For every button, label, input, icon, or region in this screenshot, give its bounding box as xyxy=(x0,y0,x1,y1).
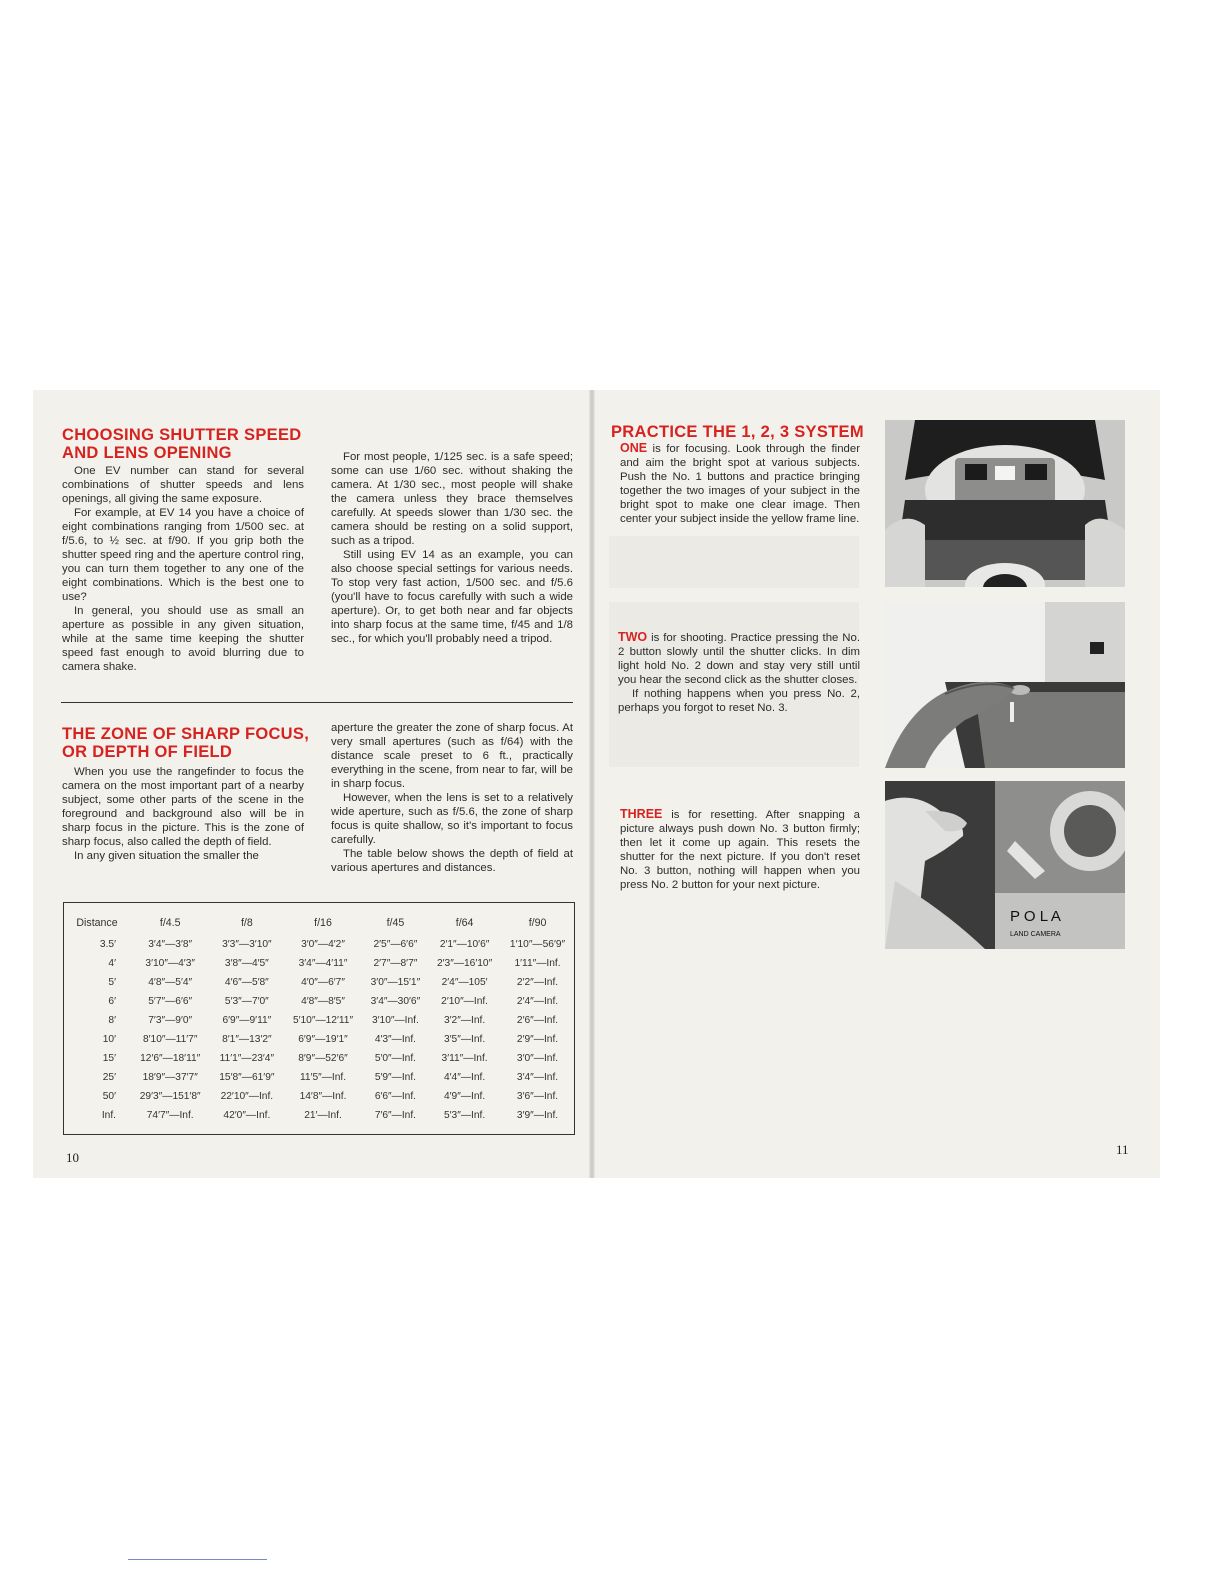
range-cell: 6′9″—9′11″ xyxy=(222,1015,272,1026)
section-heading-depth-of-field xyxy=(62,725,309,761)
range-cell: 3′5″—Inf. xyxy=(443,1034,486,1045)
step-keyword: THREE xyxy=(620,807,663,821)
distance-cell: 50′ xyxy=(102,1091,116,1102)
section-heading-shutter-speed xyxy=(62,426,301,462)
range-cell: 2′4″—105′ xyxy=(441,977,488,988)
column-header: f/4.5 xyxy=(159,917,181,929)
paragraph: is for resetting. After snapping a picture always push down No. 3 button firmly; then let it come up again. This resets the shutter for the next picture. If you don't reset No. 3 button, nothing will happen when you press No. 2 button for your next picture. xyxy=(620,809,860,891)
paragraph: Still using EV 14 as an example, you can also choose special settings for various needs. To stop very fast action, 1/500 sec. and f/5.6 (you'll have to focus carefully with such a wide aperture). Or, to get both near and far objects into sharp focus at the same time, f/45 and 1/8 sec., for which you'll probably need a tripod. xyxy=(331,549,573,645)
paragraph: In any given situation the smaller the xyxy=(74,850,259,862)
distance-cell: 5′ xyxy=(108,977,116,988)
column-header: Distance xyxy=(76,917,118,929)
range-cell: 5′9″—Inf. xyxy=(374,1072,417,1083)
page-number: 11 xyxy=(1116,1142,1129,1157)
range-cell: 15′8″—61′9″ xyxy=(219,1072,275,1083)
step-two-text xyxy=(618,630,860,715)
range-cell: 5′10″—12′11″ xyxy=(292,1015,354,1026)
range-cell: 3′4″—Inf. xyxy=(516,1072,559,1083)
step-one-text xyxy=(620,441,860,526)
range-cell: 4′9″—Inf. xyxy=(443,1091,486,1102)
page-title: PRACTICE THE 1, 2, 3 SYSTEM xyxy=(611,423,864,441)
range-cell: 7′3″—9′0″ xyxy=(148,1015,193,1026)
range-cell: 2′7″—8′7″ xyxy=(373,958,418,969)
shutter-speed-column-2 xyxy=(331,450,573,646)
range-cell: 3′10″—Inf. xyxy=(371,1015,419,1026)
paragraph: is for shooting. Practice pressing the No. 2 button slowly until the shutter clicks. In dim light hold No. 2 down and stay very still until you hear the second click as the shutter closes. xyxy=(618,632,860,686)
step-keyword: TWO xyxy=(618,630,648,644)
camera-brand-label: P O L A xyxy=(1010,908,1061,925)
range-cell: 4′8″—8′5″ xyxy=(301,996,345,1007)
paragraph: For most people, 1/125 sec. is a safe speed; some can use 1/60 sec. without shaking the camera. At 1/30 sec., most people will shake the camera unless they brace themselves carefully. At speeds slower than 1/30 sec. the camera should be resting on a solid support, such as a tripod. xyxy=(331,451,573,547)
range-cell: 3′11″—Inf. xyxy=(441,1053,488,1064)
range-cell: 3′0″—15′1″ xyxy=(370,977,421,988)
range-cell: 1′11″—Inf. xyxy=(514,958,561,969)
table-row xyxy=(64,935,574,954)
heading-line-2: AND LENS OPENING xyxy=(62,444,232,462)
range-cell: 4′6″—5′8″ xyxy=(224,977,269,988)
step-three-text xyxy=(620,807,860,892)
range-cell: 2′10″—Inf. xyxy=(441,996,489,1007)
right-page xyxy=(593,390,1160,1178)
depth-of-field-column-1 xyxy=(62,765,304,863)
range-cell: 29′3″—151′8″ xyxy=(139,1091,201,1102)
range-cell: 2′1″—10′6″ xyxy=(439,939,490,950)
range-cell: 2′6″—Inf. xyxy=(516,1015,559,1026)
range-cell: 3′0″—4′2″ xyxy=(301,939,345,950)
paragraph: is for focusing. Look through the finder and aim the bright spot at various subjects. Push the No. 1 buttons and practice bringing together the two images of your subject in the bright spot to make one clear image. Then center your subject inside the yellow frame line. xyxy=(620,443,860,525)
range-cell: 4′8″—5′4″ xyxy=(148,977,193,988)
range-cell: 74′7″—Inf. xyxy=(146,1110,194,1121)
column-header: f/16 xyxy=(314,917,332,929)
table-row xyxy=(64,1106,574,1125)
table-row xyxy=(64,1011,574,1030)
range-cell: 6′9″—19′1″ xyxy=(298,1034,348,1045)
range-cell: 11′5″—Inf. xyxy=(299,1072,347,1083)
table-body xyxy=(64,935,574,1125)
range-cell: 2′2″—Inf. xyxy=(516,977,559,988)
range-cell: 3′9″—Inf. xyxy=(516,1110,559,1121)
step-keyword: ONE xyxy=(620,441,648,455)
range-cell: 2′3″—16′10″ xyxy=(436,958,493,969)
range-cell: 3′4″—30′6″ xyxy=(370,996,421,1007)
range-cell: 3′6″—Inf. xyxy=(516,1091,559,1102)
range-cell: 2′4″—Inf. xyxy=(516,996,559,1007)
range-cell: 3′10″—4′3″ xyxy=(145,958,195,969)
range-cell: 5′3″—Inf. xyxy=(443,1110,486,1121)
distance-cell: Inf. xyxy=(101,1110,116,1121)
range-cell: 8′10″—11′7″ xyxy=(142,1034,198,1045)
distance-cell: 15′ xyxy=(102,1053,116,1064)
reset-lever-image xyxy=(885,781,1125,949)
booklet-spread xyxy=(33,390,1160,1178)
distance-cell: 8′ xyxy=(108,1015,116,1026)
left-page xyxy=(33,390,591,1178)
paragraph: When you use the rangefinder to focus the camera on the most important part of a nearby subject, some other parts of the scene in the foreground and background also will be in sharp focus in the picture. This is the zone of sharp focus, also called the depth of field. xyxy=(62,766,304,848)
column-header: f/64 xyxy=(455,917,474,929)
range-cell: 2′5″—6′6″ xyxy=(373,939,418,950)
table-header-row xyxy=(64,917,574,935)
range-cell: 3′3″—3′10″ xyxy=(222,939,272,950)
range-cell: 4′0″—6′7″ xyxy=(301,977,345,988)
page-number: 10 xyxy=(66,1150,79,1165)
distance-cell: 6′ xyxy=(108,996,116,1007)
range-cell: 3′0″—Inf. xyxy=(516,1053,559,1064)
range-cell: 18′9″—37′7″ xyxy=(142,1072,198,1083)
shutter-speed-column-1 xyxy=(62,464,304,674)
depth-of-field-column-2 xyxy=(331,721,573,875)
range-cell: 5′0″—Inf. xyxy=(374,1053,417,1064)
table-row xyxy=(64,1068,574,1087)
camera-model-label: LAND CAMERA xyxy=(1010,931,1061,938)
paragraph: However, when the lens is set to a relatively wide aperture, such as f/5.6, the zone of sharp focus is quite shallow, so it's important to focus carefully. xyxy=(331,792,573,846)
photo-focusing xyxy=(885,420,1125,587)
range-cell: 8′1″—13′2″ xyxy=(222,1034,272,1045)
paragraph: aperture the greater the zone of sharp focus. At very small apertures (such as f/64) with the distance scale preset to 6 ft., practically everything in the scene, from near to far, will be in sharp focus. xyxy=(331,722,573,790)
column-header: f/8 xyxy=(240,917,253,929)
heading-line-1: CHOOSING SHUTTER SPEED xyxy=(62,426,302,444)
table-row xyxy=(64,992,574,1011)
distance-cell: 4′ xyxy=(108,958,116,969)
paragraph: In general, you should use as small an aperture as possible in any given situation, while at the same time keeping the shutter speed fast enough to avoid blurring due to camera shake. xyxy=(62,605,304,673)
range-cell: 3′8″—4′5″ xyxy=(224,958,269,969)
column-header: f/90 xyxy=(528,917,547,929)
paragraph: If nothing happens when you press No. 2, perhaps you forgot to reset No. 3. xyxy=(618,688,860,714)
paragraph: For example, at EV 14 you have a choice of eight combinations ranging from 1/500 sec. at f/5.6, to ½ sec. at f/90. If you grip both the shutter speed ring and the aperture control ring, you can turn them together to any one of the eight combinations. Which is the best one to use? xyxy=(62,507,304,603)
heading-line-1: THE ZONE OF SHARP FOCUS, xyxy=(62,725,310,743)
photo-shooting xyxy=(885,602,1125,768)
range-cell: 5′3″—7′0″ xyxy=(224,996,269,1007)
finger-on-shutter-image xyxy=(885,602,1125,768)
table-row xyxy=(64,1030,574,1049)
range-cell: 7′6″—Inf. xyxy=(374,1110,417,1121)
range-cell: 3′2″—Inf. xyxy=(443,1015,486,1026)
range-cell: 5′7″—6′6″ xyxy=(148,996,193,1007)
range-cell: 8′9″—52′6″ xyxy=(298,1053,348,1064)
range-cell: 3′4″—3′8″ xyxy=(148,939,193,950)
column-header: f/45 xyxy=(386,917,405,929)
paragraph: One EV number can stand for several combinations of shutter speeds and lens openings, all giving the same exposure. xyxy=(62,465,304,505)
range-cell: 1′10″—56′9″ xyxy=(509,939,566,950)
table-row xyxy=(64,1087,574,1106)
range-cell: 12′6″—18′11″ xyxy=(140,1053,201,1064)
text-panel-shade xyxy=(609,536,859,588)
footer-link-underline xyxy=(128,1559,267,1560)
section-divider xyxy=(61,702,573,703)
range-cell: 42′0″—Inf. xyxy=(223,1110,271,1121)
photo-resetting xyxy=(885,781,1125,949)
table-row xyxy=(64,1049,574,1068)
depth-of-field-table xyxy=(63,902,575,1135)
range-cell: 2′9″—Inf. xyxy=(516,1034,559,1045)
range-cell: 21′—Inf. xyxy=(304,1110,342,1121)
paragraph: The table below shows the depth of field at various apertures and distances. xyxy=(331,848,573,874)
range-cell: 4′3″—Inf. xyxy=(374,1034,417,1045)
table-row xyxy=(64,954,574,973)
camera-held-to-face-image xyxy=(885,420,1125,587)
range-cell: 11′1″—23′4″ xyxy=(219,1053,275,1064)
table-row xyxy=(64,973,574,992)
heading-line-2: OR DEPTH OF FIELD xyxy=(62,743,233,761)
range-cell: 22′10″—Inf. xyxy=(220,1091,274,1102)
range-cell: 6′6″—Inf. xyxy=(374,1091,417,1102)
distance-cell: 3.5′ xyxy=(99,939,116,950)
range-cell: 4′4″—Inf. xyxy=(443,1072,486,1083)
range-cell: 14′8″—Inf. xyxy=(299,1091,347,1102)
distance-cell: 25′ xyxy=(102,1072,116,1083)
range-cell: 3′4″—4′11″ xyxy=(298,958,348,969)
distance-cell: 10′ xyxy=(102,1034,116,1045)
dof-table xyxy=(64,917,574,1125)
